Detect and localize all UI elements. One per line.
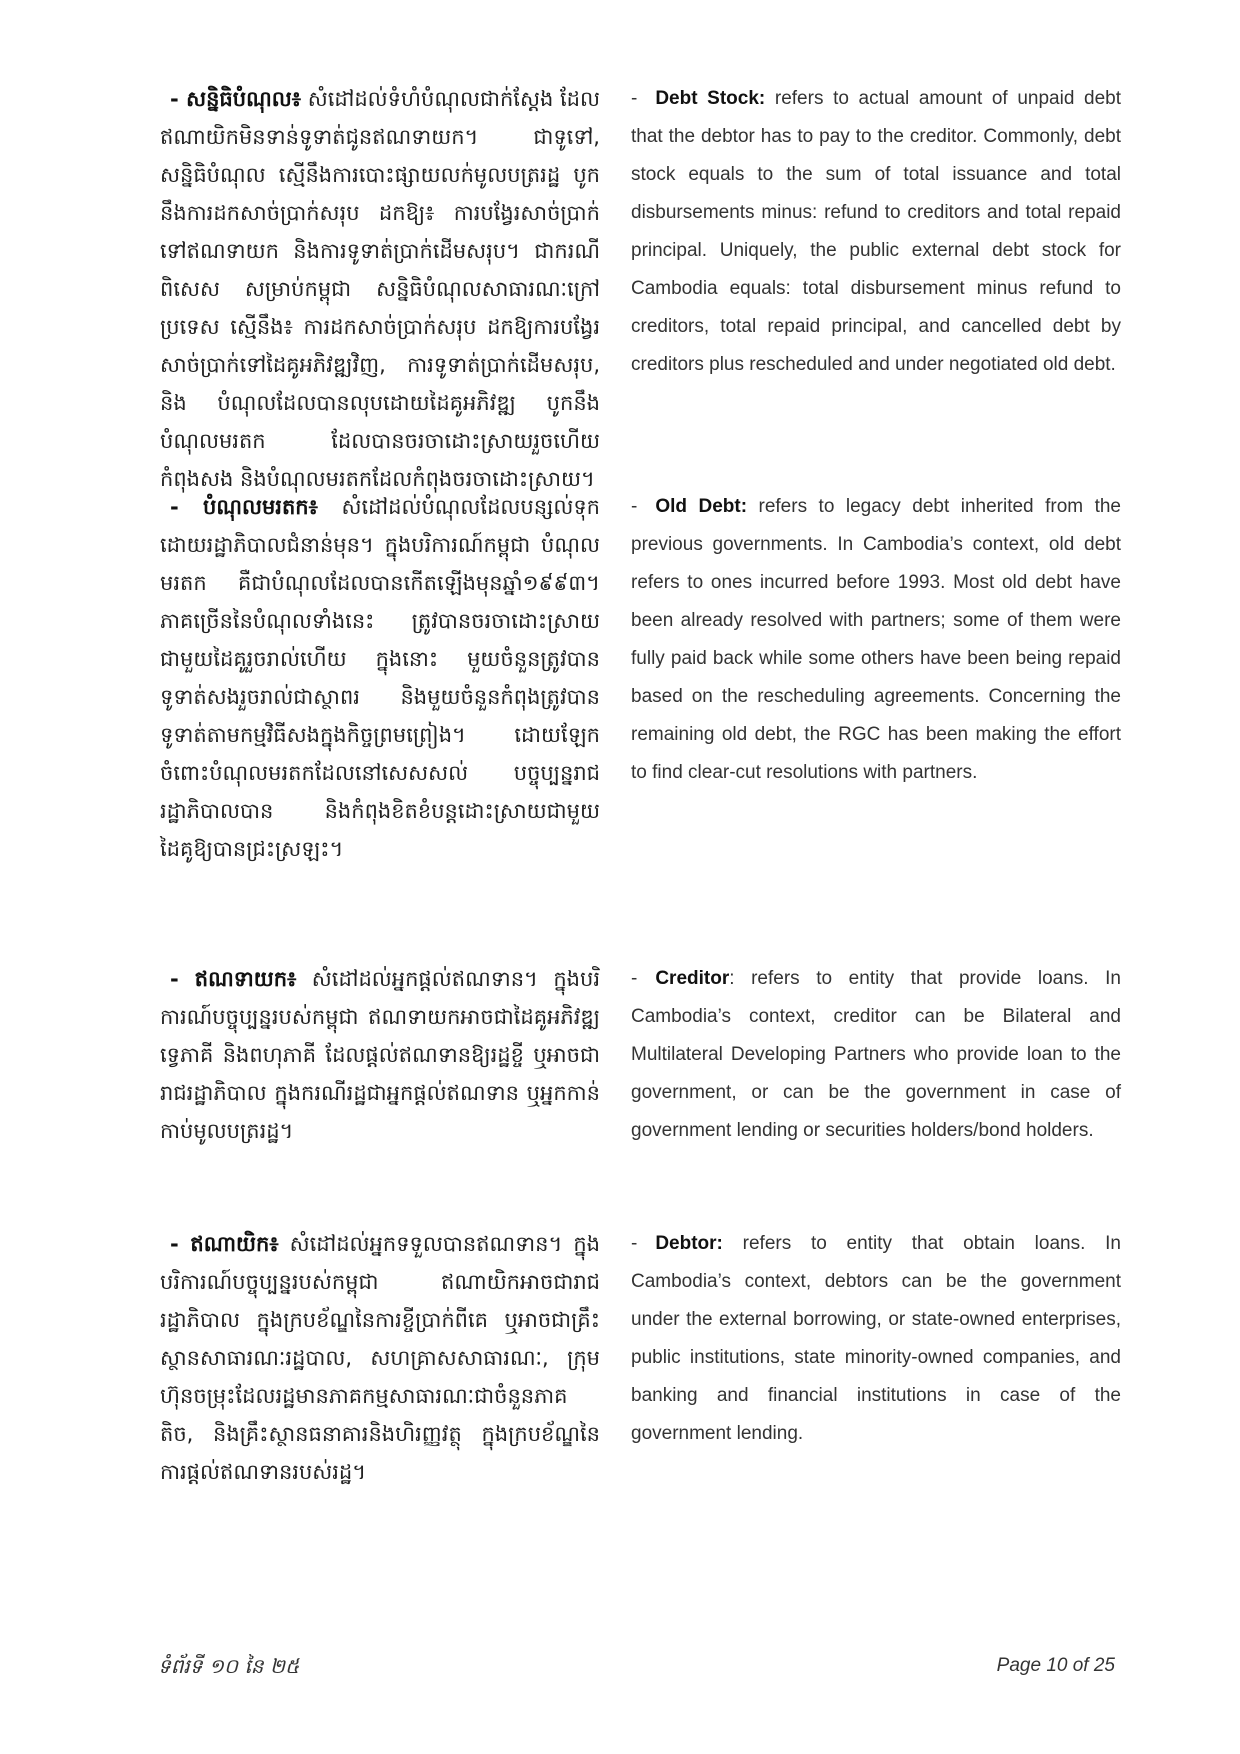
english-text: refers to entity that obtain loans. In Cambodia’s context, debtors can be the government under the external borrowing, or state-owned enterprises, public institutions, state minority-owned companies, and banking and financial institutions in case of the government lending. <box>631 1233 1121 1444</box>
page-number-khmer: ទំព័រទី ១០ នៃ ២៥ <box>158 1654 300 1678</box>
english-text: : refers to entity that provide loans. In Cambodia’s context, creditor can be Bilateral and Multilateral Developing Partners who provide loan to the government, or can be the government in case of government lending or securities holders/bond holders. <box>631 968 1121 1141</box>
english-definition <box>631 960 1121 1150</box>
khmer-text: សំដៅដល់អ្នកផ្តល់ឥណទាន។ ក្នុងបរិការណ៍បច្ចុប្បន្នរបស់កម្ពុជា ឥណទាយកអាចជាដៃគូអភិវឌ្ឍទ្វេភាគី និងពហុភាគី ដែលផ្តល់ឥណទានឱ្យរដ្ឋខ្ចី ឬអាចជារាជរដ្ឋាភិបាល ក្នុងករណីរដ្ឋជាអ្នកផ្តល់ឥណទាន ឬអ្នកកាន់កាប់មូលបត្ររដ្ឋ។ <box>160 967 600 1143</box>
bullet-dash: - <box>631 1233 638 1254</box>
khmer-definition <box>160 1225 600 1491</box>
english-term: Creditor <box>655 968 730 989</box>
bullet-dash: - <box>631 968 638 989</box>
khmer-definition <box>160 80 600 498</box>
english-term: Old Debt: <box>655 496 748 517</box>
bullet-dash: - <box>631 88 638 109</box>
page-number-english: Page 10 of 25 <box>996 1655 1115 1676</box>
khmer-term: - បំណុលមរតក៖ <box>170 495 318 519</box>
khmer-term: - ឥណទាយក៖ <box>170 967 297 991</box>
english-definition <box>631 488 1121 792</box>
khmer-definition <box>160 960 600 1150</box>
khmer-text: សំដៅដល់ទំហំបំណុលជាក់ស្តែង ដែលឥណាយិកមិនទាន់ទូទាត់ជូនឥណទាយក។ ជាទូទៅ, សន្និធិបំណុល ស្មើនឹងការបោះផ្សាយលក់មូលបត្ររដ្ឋ បូកនឹងការដកសាច់ប្រាក់សរុប ដកឱ្យ៖ ការបង្វែរសាច់ប្រាក់ទៅឥណទាយក និងការទូទាត់ប្រាក់ដើមសរុប។ ជាករណីពិសេស សម្រាប់កម្ពុជា សន្និធិបំណុលសាធារណៈក្រៅប្រទេស ស្មើនឹង៖ ការដកសាច់ប្រាក់សរុប ដកឱ្យការបង្វែរសាច់ប្រាក់ទៅដៃគូអភិវឌ្ឍវិញ, ការទូទាត់ប្រាក់ដើមសរុប, និង បំណុលដែលបានលុបដោយដៃគូអភិវឌ្ឍ បូកនឹងបំណុលមរតក ដែលបានចរចាដោះស្រាយរួចហើយកំពុងសង និងបំណុលមរតកដែលកំពុងចរចាដោះស្រាយ។ <box>160 87 601 491</box>
khmer-term: - ឥណាយិក៖ <box>170 1232 279 1256</box>
english-definition <box>631 1225 1121 1453</box>
khmer-definition <box>160 488 600 868</box>
khmer-text: សំដៅដល់បំណុលដែលបន្សល់ទុកដោយរដ្ឋាភិបាលជំនាន់មុន។ ក្នុងបរិការណ៍កម្ពុជា បំណុលមរតក គឺជាបំណុលដែលបានកើតឡើងមុនឆ្នាំ១៩៩៣។ ភាគច្រើននៃបំណុលទាំងនេះ ត្រូវបានចរចាដោះស្រាយជាមួយដៃគូរួចរាល់ហើយ ក្នុងនោះ មួយចំនួនត្រូវបានទូទាត់សងរួចរាល់ជាស្ថាពរ និងមួយចំនួនកំពុងត្រូវបានទូទាត់តាមកម្មវិធីសងក្នុងកិច្ចព្រមព្រៀង។ ដោយឡែកចំពោះបំណុលមរតកដែលនៅសេសសល់ បច្ចុប្បន្នរាជរដ្ឋាភិបាលបាន និងកំពុងខិតខំបន្តដោះស្រាយជាមួយដៃគូឱ្យបានជ្រះស្រឡះ។ <box>160 495 600 861</box>
khmer-term: - សន្និធិបំណុល៖ <box>170 87 301 111</box>
khmer-text: សំដៅដល់អ្នកទទួលបានឥណទាន។ ក្នុងបរិការណ៍បច្ចុប្បន្នរបស់កម្ពុជា ឥណាយិកអាចជារាជរដ្ឋាភិបាល ក្នុងក្របខ័ណ្ឌនៃការខ្ចីប្រាក់ពីគេ ឬអាចជាគ្រឹះស្ថានសាធារណៈរដ្ឋបាល, សហគ្រាសសាធារណៈ, ក្រុមហ៊ុនចម្រុះដែលរដ្ឋមានភាគកម្មសាធារណៈជាចំនួនភាគតិច, និងគ្រឹះស្ថានធនាគារនិងហិរញ្ញវត្ថុ ក្នុងក្របខ័ណ្ឌនៃការផ្តល់ឥណទានរបស់រដ្ឋ។ <box>160 1232 601 1484</box>
bullet-dash: - <box>631 496 638 517</box>
english-text: refers to actual amount of unpaid debt that the debtor has to pay to the creditor. Commonly, debt stock equals to the sum of total issuance and total disbursements minus: refund to creditors and total repaid principal. Uniquely, the public external debt stock for Cambodia equals: total disbursement minus refund to creditors, total repaid principal, and cancelled debt by creditors plus rescheduled and under negotiated old debt. <box>631 88 1121 375</box>
english-text: refers to legacy debt inherited from the previous governments. In Cambodia’s context, old debt refers to ones incurred before 1993. Most old debt have been already resolved with partners; some of them were fully paid back while some others have been being repaid based on the rescheduling agreements. Concerning the remaining old debt, the RGC has been making the effort to find clear-cut resolutions with partners. <box>631 496 1122 783</box>
english-definition <box>631 80 1121 384</box>
english-term: Debt Stock: <box>655 88 766 109</box>
english-term: Debtor: <box>655 1233 723 1254</box>
